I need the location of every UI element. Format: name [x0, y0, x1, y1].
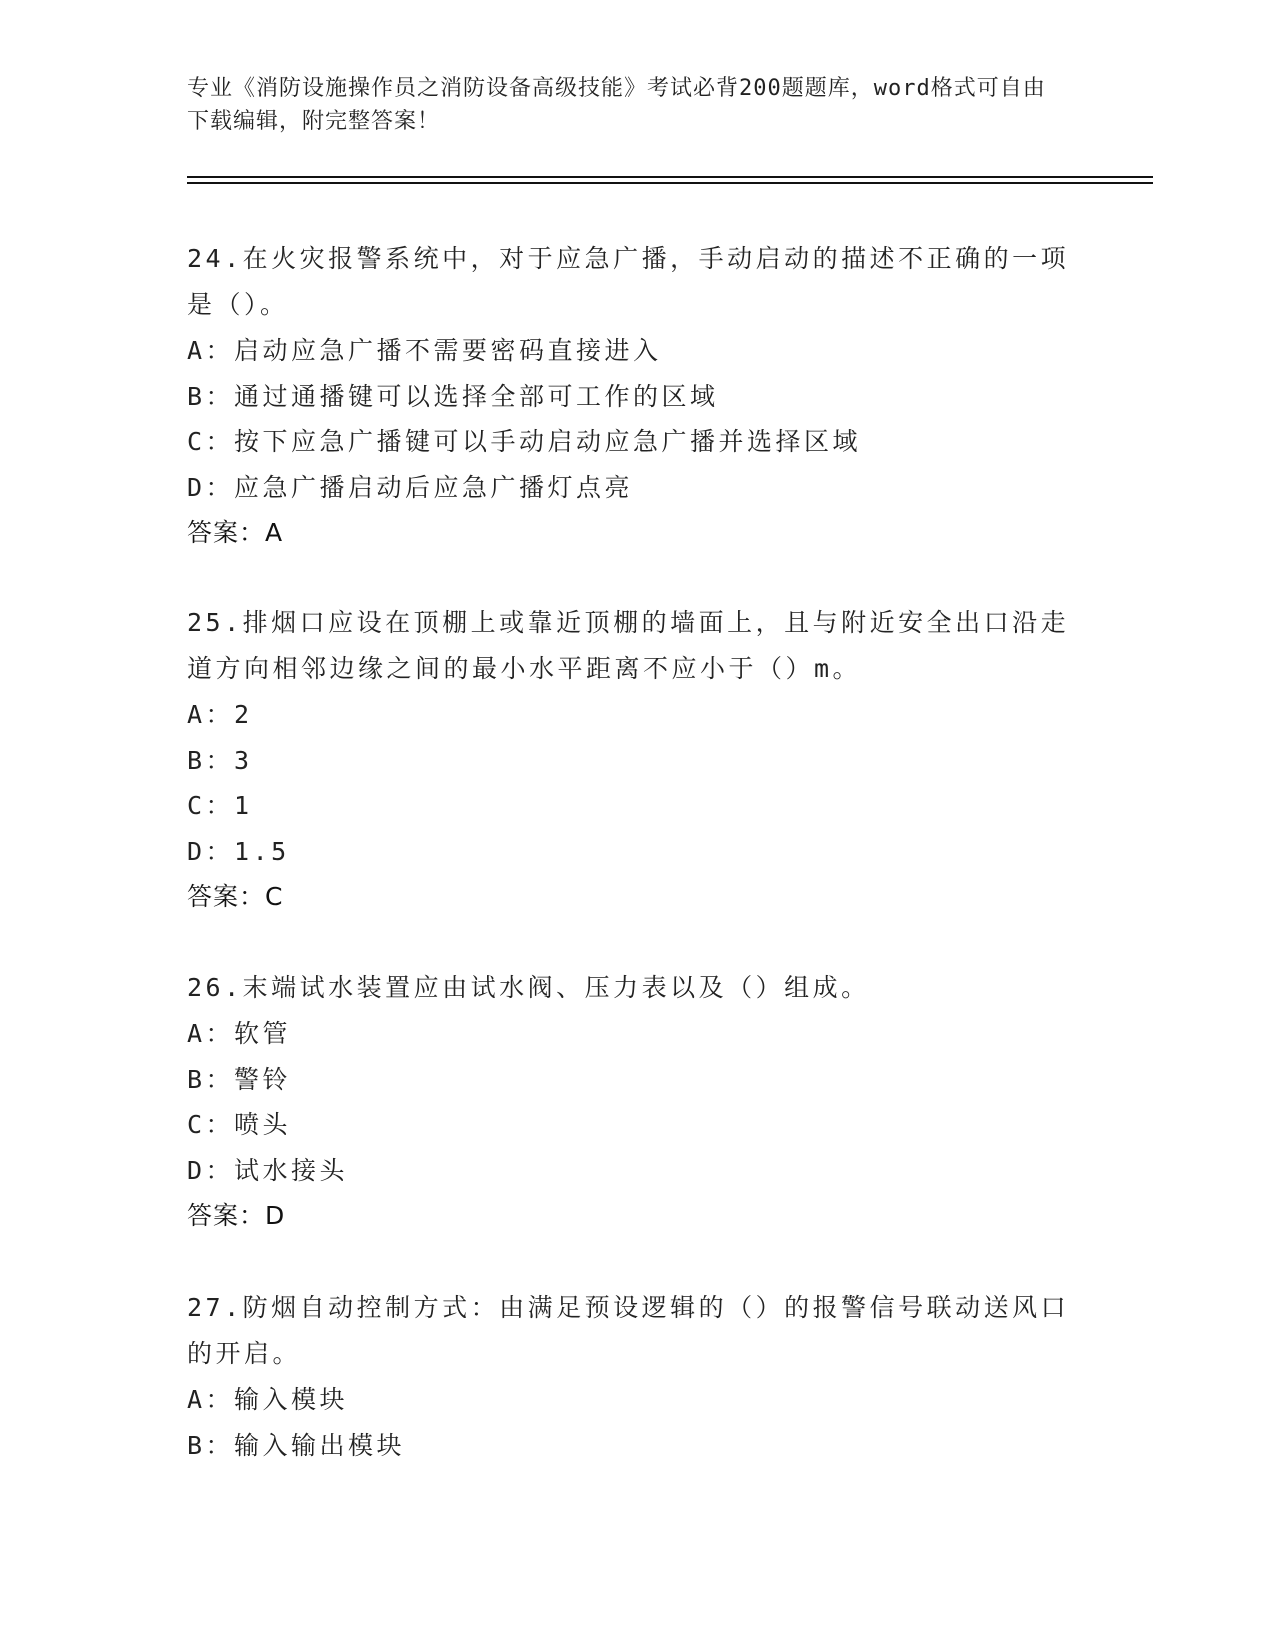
option-c: C：喷头: [187, 1110, 292, 1139]
question-stem: 27.防烟自动控制方式：由满足预设逻辑的（）的报警信号联动送风口的开启。: [187, 1293, 1070, 1368]
answer-line: 答案：C: [187, 882, 284, 911]
header-divider-top: [187, 176, 1153, 178]
option-b: B：输入输出模块: [187, 1430, 406, 1460]
answer-line: 答案：A: [187, 518, 284, 547]
option-a: A：启动应急广播不需要密码直接进入: [187, 336, 662, 365]
question-27: [187, 1285, 1087, 1468]
question-26: [187, 965, 1087, 1239]
question-stem: 26.末端试水装置应由试水阀、压力表以及（）组成。: [187, 973, 870, 1002]
option-b: B：警铃: [187, 1064, 292, 1094]
question-stem: 24.在火灾报警系统中，对于应急广播，手动启动的描述不正确的一项是（）。: [187, 244, 1070, 319]
header-divider-bottom: [187, 182, 1153, 184]
document-header: 专业《消防设施操作员之消防设备高级技能》考试必背200题题库，word格式可自由下载编辑，附完整答案！: [187, 76, 1046, 134]
option-d: D：应急广播启动后应急广播灯点亮: [187, 472, 634, 502]
option-d: D：1.5: [187, 836, 290, 866]
question-stem: 25.排烟口应设在顶棚上或靠近顶棚的墙面上，且与附近安全出口沿走道方向相邻边缘之间的最小水平距离不应小于（）m。: [187, 608, 1070, 683]
option-c: C：按下应急广播键可以手动启动应急广播并选择区域: [187, 427, 862, 456]
option-b: B：通过通播键可以选择全部可工作的区域: [187, 381, 719, 411]
question-24: [187, 236, 1087, 556]
option-c: C：1: [187, 791, 253, 820]
option-a: A：软管: [187, 1019, 292, 1048]
option-a: A：2: [187, 700, 253, 729]
question-25: [187, 600, 1087, 920]
option-d: D：试水接头: [187, 1155, 349, 1185]
answer-line: 答案：D: [187, 1201, 286, 1230]
option-a: A：输入模块: [187, 1385, 349, 1414]
option-b: B：3: [187, 745, 253, 775]
